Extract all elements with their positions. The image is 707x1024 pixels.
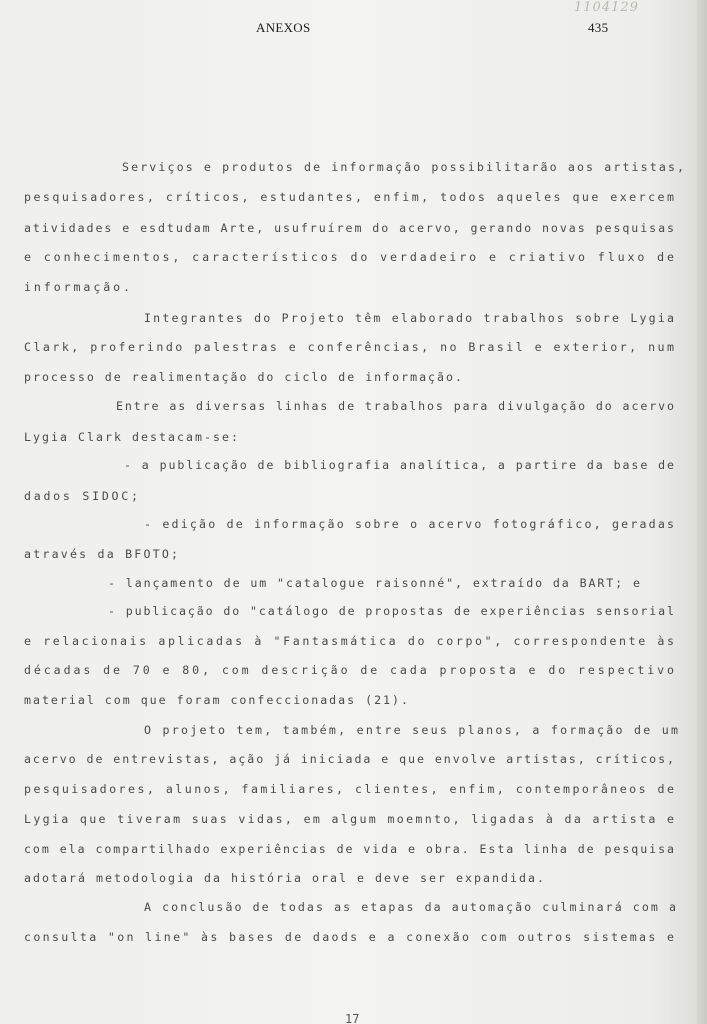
text-line: consulta "on line" às bases de daods e a conexão com outros sistemas e — [24, 930, 677, 944]
text-line: processo de realimentação do ciclo de informação. — [24, 370, 464, 384]
text-line: informação. — [24, 280, 133, 294]
folio-number: 17 — [345, 1012, 360, 1024]
text-line: atividades e esdtudam Arte, usufruírem do acervo, gerando novas pesquisas — [24, 221, 676, 235]
text-line: material com que foram confeccionadas (21). — [24, 693, 410, 707]
page-number: 435 — [588, 20, 609, 35]
text-line: e relacionais aplicadas à "Fantasmática do corpo", correspondente às — [24, 634, 677, 648]
binding-spine — [697, 0, 707, 1024]
text-line: Clark, proferindo palestras e conferências, no Brasil e exterior, num — [24, 340, 677, 354]
text-line: A conclusão de todas as etapas da automação culminará com a — [144, 900, 679, 914]
text-line: e conhecimentos, característicos do verdadeiro e criativo fluxo de — [24, 250, 677, 264]
text-line: - a publicação de bibliografia analítica, a partire da base de — [124, 458, 676, 472]
text-line: adotará metodologia da história oral e deve ser expandida. — [24, 871, 547, 885]
text-line: décadas de 70 e 80, com descrição de cada proposta e do respectivo — [24, 663, 677, 677]
running-head-section: ANEXOS — [256, 20, 311, 35]
text-line: O projeto tem, também, entre seus planos, a formação de um — [144, 723, 681, 737]
text-line: Integrantes do Projeto têm elaborado trabalhos sobre Lygia — [144, 311, 677, 325]
text-line: - publicação do "catálogo de propostas de experiências sensorial — [108, 604, 676, 618]
handwritten-note: 1104129 — [574, 0, 639, 15]
text-line: Entre as diversas linhas de trabalhos para divulgação do acervo — [116, 399, 676, 413]
text-line: - edição de informação sobre o acervo fotográfico, geradas — [144, 517, 677, 531]
text-line: Serviços e produtos de informação possibilitarão aos artistas, — [122, 160, 687, 174]
text-line: - lançamento de um "catalogue raisonné", extraído da BART; e — [108, 576, 642, 590]
text-line: pesquisadores, alunos, familiares, clientes, enfim, contemporâneos de — [24, 782, 677, 796]
text-line: pesquisadores, críticos, estudantes, enfim, todos aqueles que exercem — [24, 190, 677, 204]
text-line: através da BFOTO; — [24, 547, 181, 561]
text-line: Lygia Clark destacam-se: — [24, 430, 241, 444]
text-line: acervo de entrevistas, ação já iniciada e que envolve artistas, críticos, — [24, 752, 676, 766]
text-line: com ela compartilhado experiências de vida e obra. Esta linha de pesquisa — [24, 842, 676, 856]
text-line: Lygia que tiveram suas vidas, em algum moemnto, ligadas à da artista e — [24, 812, 677, 826]
text-line: dados SIDOC; — [24, 489, 141, 503]
